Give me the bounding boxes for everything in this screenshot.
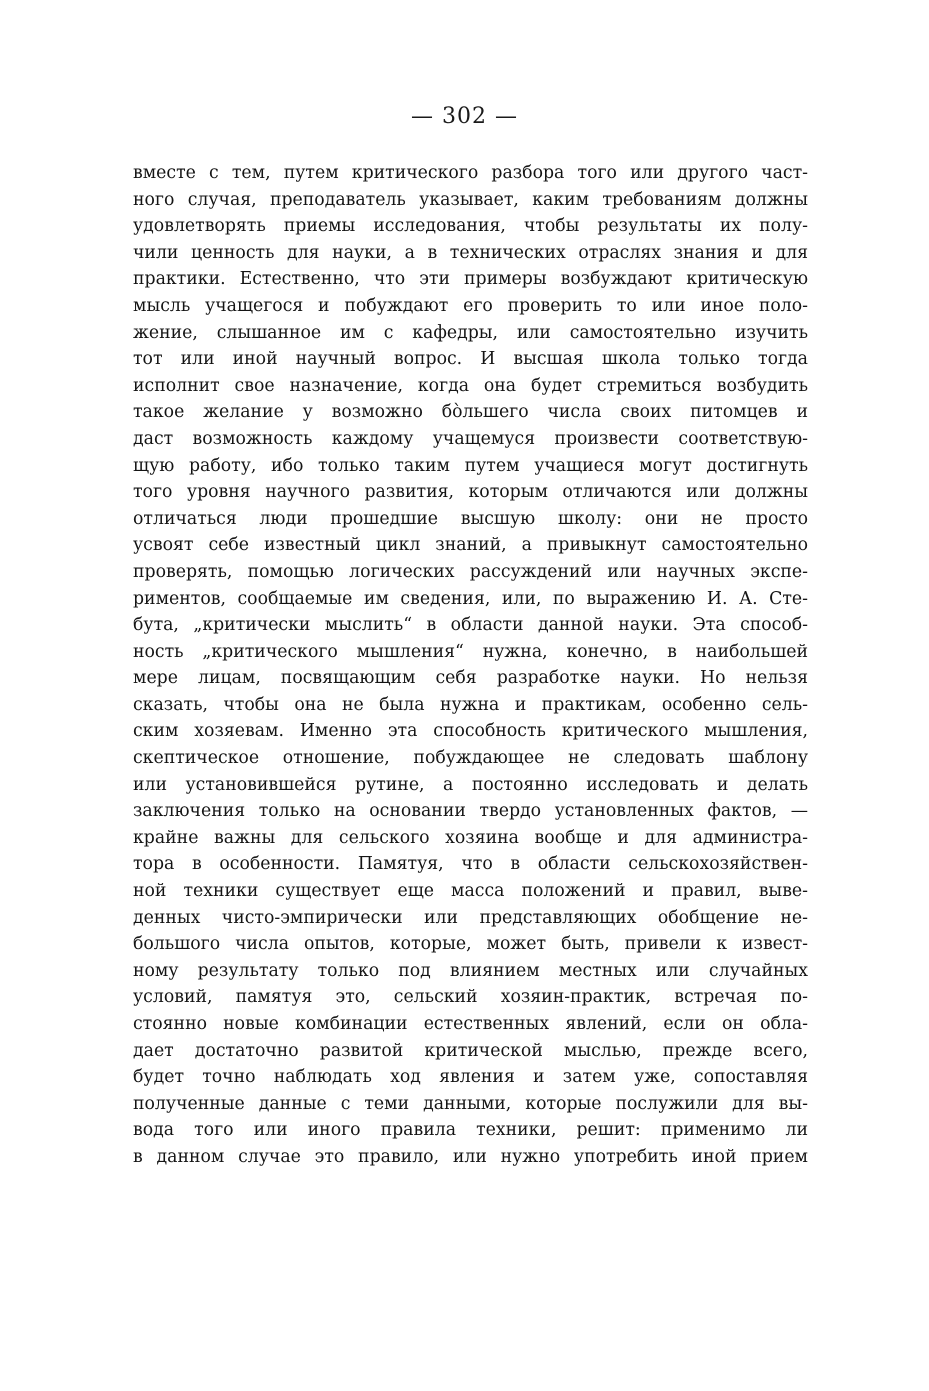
text-line: сказать, чтобы она не была нужна и практикам, особенно сель-	[133, 694, 808, 715]
text-line: вместе с тем, путем критического разбора того или другого част-	[133, 163, 808, 183]
text-line: такое желание у возможно бо̀льшего числа своих питомцев и	[133, 402, 808, 423]
text-line: вода того или иного правила техники, решит: применимо ли	[133, 1120, 808, 1141]
text-line: ной техники существует еще масса положений и правил, выве-	[133, 881, 808, 902]
text-line: проверять, помощью логических рассуждений или научных экспе-	[133, 561, 808, 582]
text-line: отличаться люди прошедшие высшую школу: они не просто	[133, 508, 808, 529]
text-line: крайне важны для сельского хозяина вообще и для администра-	[133, 827, 808, 848]
text-line: или установившейся рутине, а постоянно исследовать и делать	[133, 774, 808, 795]
text-line: дает достаточно развитой критической мыслью, прежде всего,	[133, 1040, 808, 1061]
text-line: мысль учащегося и побуждают его проверить то или иное поло-	[133, 295, 808, 316]
text-line: ность „критического мышления“ нужна, конечно, в наибольшей	[133, 641, 808, 662]
text-line: ному результату только под влиянием местных или случайных	[133, 960, 808, 981]
text-line: практики. Естественно, что эти примеры возбуждают критическую	[133, 269, 808, 290]
text-line: тот или иной научный вопрос. И высшая школа только тогда	[133, 349, 808, 370]
text-line: ским хозяевам. Именно эта способность критического мышления,	[133, 721, 808, 742]
text-line: мере лицам, посвящающим себя разработке науки. Но нельзя	[133, 668, 808, 689]
text-line: будет точно наблюдать ход явления и затем уже, сопоставляя	[133, 1067, 808, 1088]
text-line: того уровня научного развития, которым отличаются или должны	[133, 482, 808, 503]
text-line: стоянно новые комбинации естественных явлений, если он обла-	[133, 1014, 808, 1034]
text-line: заключения только на основании твердо установленных фактов, —	[133, 801, 808, 822]
text-line: даст возможность каждому учащемуся произвести соответствую-	[133, 428, 808, 449]
text-line: тора в особенности. Памятуя, что в области сельскохозяйствен-	[133, 854, 808, 875]
text-line: полученные данные с теми данными, которые послужили для вы-	[133, 1093, 808, 1114]
text-line: бута, „критически мыслить“ в области данной науки. Эта способ-	[133, 615, 808, 636]
text-line: исполнит свое назначение, когда она будет стремиться возбудить	[133, 375, 808, 396]
page-number: — 302 —	[411, 104, 518, 129]
text-line: чили ценность для науки, а в технических отраслях знания и для	[133, 242, 808, 263]
text-line: ного случая, преподаватель указывает, каким требованиям должны	[133, 189, 808, 210]
body-text	[133, 160, 808, 1171]
text-line: риментов, сообщаемые им сведения, или, по выражению И. А. Сте-	[133, 588, 808, 609]
text-line: денных чисто-эмпирически или представляющих обобщение не-	[133, 907, 808, 928]
text-line: удовлетворять приемы исследования, чтобы результаты их полу-	[133, 216, 808, 237]
text-line: условий, памятуя это, сельский хозяин-практик, встречая по-	[133, 987, 808, 1008]
text-line: щую работу, ибо только таким путем учащиеся могут достигнуть	[133, 455, 808, 476]
text-line: усвоят себе известный цикл знаний, а привыкнут самостоятельно	[133, 535, 808, 556]
text-line: в данном случае это правило, или нужно употребить иной прием	[133, 1146, 808, 1167]
text-line: большого числа опытов, которые, может быть, привели к извест-	[133, 934, 808, 955]
text-line: скептическое отношение, побуждающее не следовать шаблону	[133, 748, 808, 769]
text-line: жение, слышанное им с кафедры, или самостоятельно изучить	[133, 322, 808, 343]
